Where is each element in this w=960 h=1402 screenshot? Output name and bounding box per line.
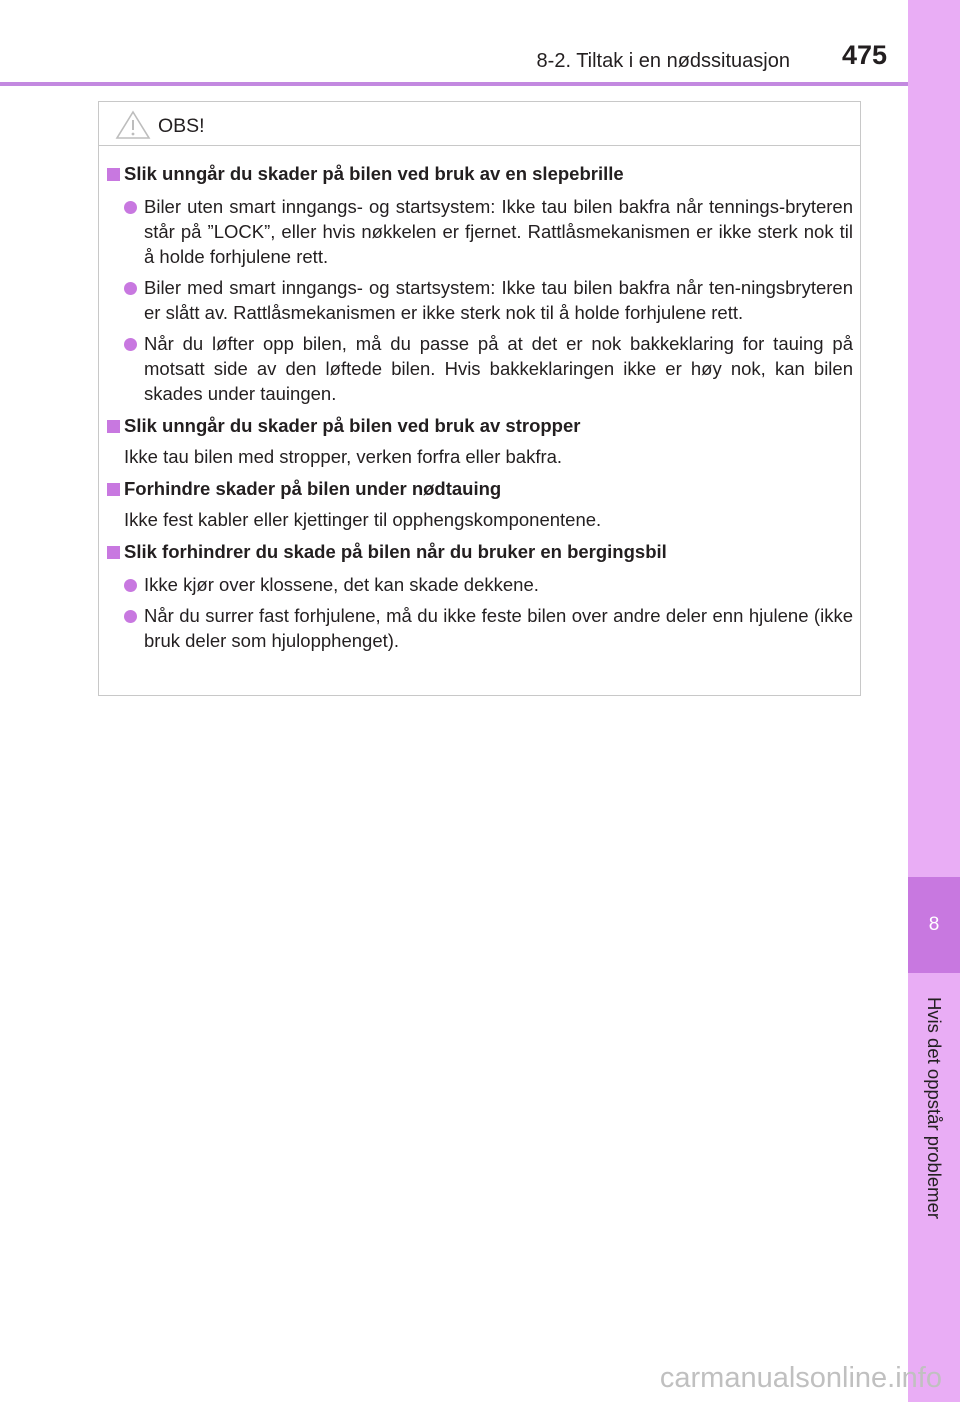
square-bullet-icon (107, 483, 120, 496)
bullet-text: Når du løfter opp bilen, må du passe på at det er nok bakkeklaring for tauing på motsatt side av den løftede bilen. Hvis bakkeklaringen ikke er høy nok, kan bilen skades under tauingen. (144, 333, 853, 404)
round-bullet-icon (124, 610, 137, 623)
section-heading: 8-2. Tiltak i en nødssituasjon (536, 50, 790, 72)
caution-label: OBS! (158, 115, 205, 137)
round-bullet-icon (124, 579, 137, 592)
watermark: carmanualsonline.info (659, 1362, 942, 1394)
square-bullet-icon (107, 546, 120, 559)
section-title-text: Slik forhindrer du skade på bilen når du bruker en bergingsbil (124, 541, 667, 562)
round-bullet-icon (124, 201, 137, 214)
square-bullet-icon (107, 420, 120, 433)
section-title-text: Slik unngår du skader på bilen ved bruk av en slepebrille (124, 163, 624, 184)
section-body: Ikke fest kabler eller kjettinger til opphengskomponentene. (124, 509, 602, 530)
section-title (107, 538, 853, 566)
chapter-number-box (908, 877, 960, 973)
section-title-text: Forhindre skader på bilen under nødtauing (124, 478, 502, 499)
section-title (107, 475, 853, 503)
round-bullet-icon (124, 338, 137, 351)
bullet-text: Når du surrer fast forhjulene, må du ikke feste bilen over andre deler enn hjulene (ikke bruk deler som hjulopphenget). (144, 605, 853, 651)
page-number: 475 (842, 40, 888, 70)
round-bullet-icon (124, 282, 137, 295)
bullet-item (107, 572, 853, 597)
caution-section (107, 475, 853, 532)
section-title (107, 160, 853, 188)
chapter-number: 8 (928, 914, 940, 935)
bullet-item (107, 194, 853, 269)
caution-section (107, 412, 853, 469)
square-bullet-icon (107, 168, 120, 181)
bullet-item (107, 275, 853, 325)
caution-section (107, 538, 853, 653)
bullet-item (107, 603, 853, 653)
bullet-item (107, 331, 853, 406)
section-title (107, 412, 853, 440)
caution-content (107, 160, 853, 653)
caution-header (99, 102, 860, 146)
caution-box (98, 101, 861, 696)
bullet-text: Ikke kjør over klossene, det kan skade dekkene. (144, 574, 539, 595)
header-rule (0, 82, 908, 86)
section-title-text: Slik unngår du skader på bilen ved bruk av stropper (124, 415, 581, 436)
bullet-text: Biler med smart inngangs- og startsystem: Ikke tau bilen bakfra når ten-ningsbryteren er slått av. Rattlåsmekanismen er ikke sterk nok til å holde forhjulene rett. (144, 277, 853, 323)
section-body: Ikke tau bilen med stropper, verken forfra eller bakfra. (124, 446, 563, 467)
caution-section (107, 160, 853, 406)
bullet-text: Biler uten smart inngangs- og startsystem: Ikke tau bilen bakfra når tennings-bryteren står på ”LOCK”, eller hvis nøkkelen er fjernet. Rattlåsmekanismen er ikke sterk nok til å holde forhjulene rett. (144, 196, 853, 267)
chapter-title: Hvis det oppstår problemer (924, 996, 945, 1220)
warning-triangle-icon (115, 110, 151, 145)
